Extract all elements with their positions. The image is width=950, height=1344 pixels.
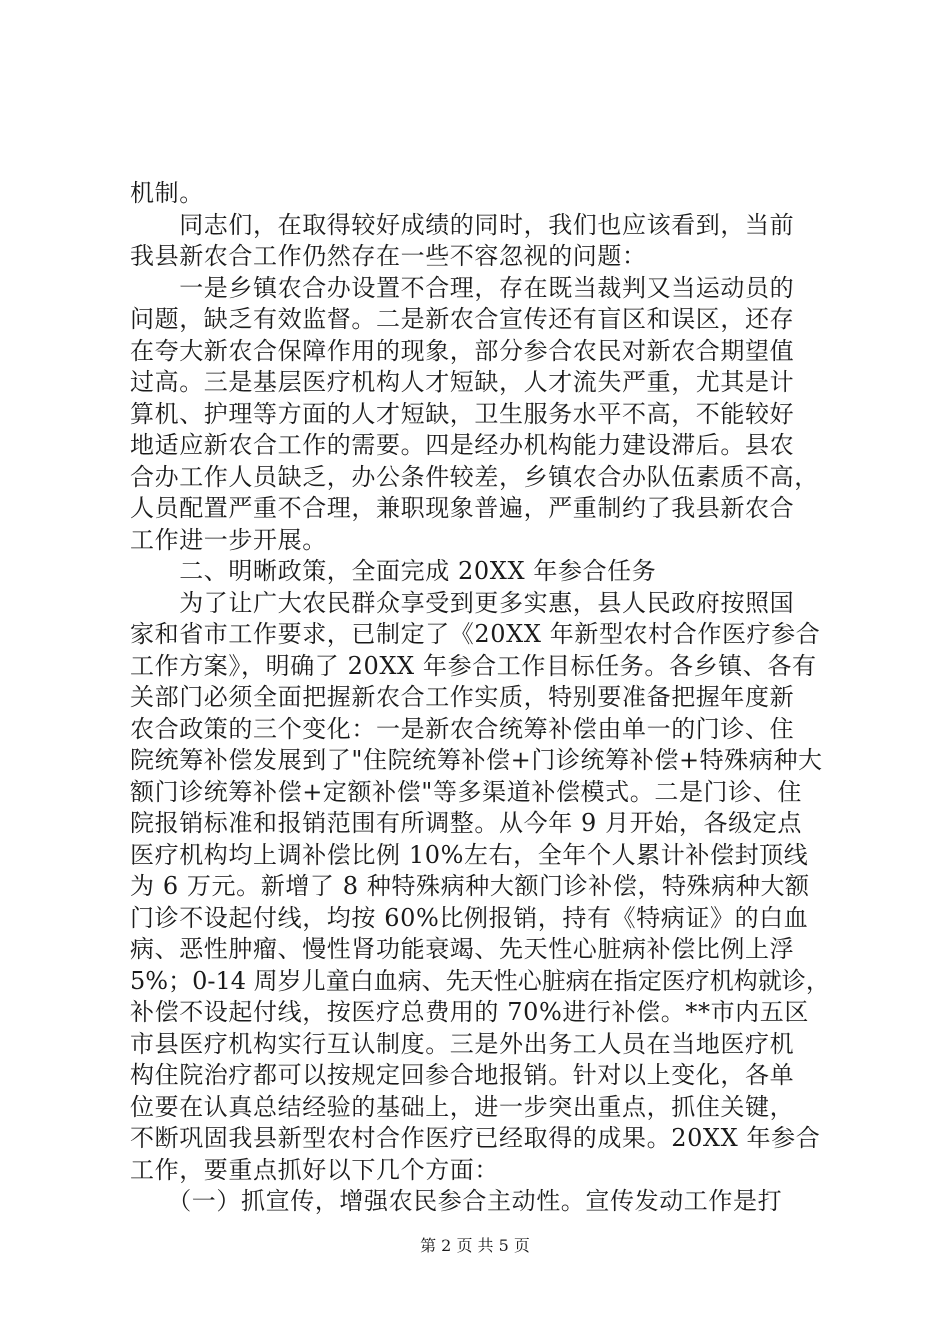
text-line: 人员配置严重不合理，兼职现象普遍，严重制约了我县新农合 [130, 494, 795, 522]
text-line: 构住院治疗都可以按规定回参合地报销。针对以上变化，各单 [130, 1061, 795, 1089]
text-line: 为 6 万元。新增了 8 种特殊病种大额门诊补偿，特殊病种大额 [130, 872, 810, 900]
text-line: 同志们，在取得较好成绩的同时，我们也应该看到，当前 [130, 211, 795, 239]
text-line: 门诊不设起付线，均按 60%比例报销，持有《特病证》的白血 [130, 904, 809, 932]
text-line: 不断巩固我县新型农村合作医疗已经取得的成果。20XX 年参合 [130, 1124, 821, 1152]
text-line: 工作，要重点抓好以下几个方面： [130, 1156, 499, 1184]
text-line: 过高。三是基层医疗机构人才短缺，人才流失严重，尤其是计 [130, 368, 795, 396]
text-line: 补偿不设起付线，按医疗总费用的 70%进行补偿。**市内五区 [130, 998, 809, 1026]
text-line: 问题，缺乏有效监督。二是新农合宣传还有盲区和误区，还存 [130, 305, 795, 333]
text-line: 关部门必须全面把握新农合工作实质，特别要准备把握年度新 [130, 683, 795, 711]
text-line: 算机、护理等方面的人才短缺，卫生服务水平不高，不能较好 [130, 400, 795, 428]
text-line: 合办工作人员缺乏，办公条件较差，乡镇农合办队伍素质不高， [130, 463, 819, 491]
text-line: 市县医疗机构实行互认制度。三是外出务工人员在当地医疗机 [130, 1030, 795, 1058]
text-line: 院统筹补偿发展到了"住院统筹补偿+门诊统筹补偿+特殊病种大 [130, 746, 823, 774]
text-line: 5%；0-14 周岁儿童白血病、先天性心脏病在指定医疗机构就诊， [130, 967, 830, 995]
section-heading: 二、明晰政策，全面完成 20XX 年参合任务 [130, 557, 657, 585]
text-line: 家和省市工作要求，已制定了《20XX 年新型农村合作医疗参合 [130, 620, 821, 648]
text-line: 地适应新农合工作的需要。四是经办机构能力建设滞后。县农 [130, 431, 795, 459]
page-number-footer: 第 2 页 共 5 页 [420, 1236, 530, 1255]
text-line: 额门诊统筹补偿+定额补偿"等多渠道补偿模式。二是门诊、住 [130, 778, 802, 806]
text-line: 医疗机构均上调补偿比例 10%左右，全年个人累计补偿封顶线 [130, 841, 809, 869]
text-line: 工作进一步开展。 [130, 526, 327, 554]
text-line: 位要在认真总结经验的基础上，进一步突出重点，抓住关键， [130, 1093, 795, 1121]
text-line: 一是乡镇农合办设置不合理，存在既当裁判又当运动员的 [130, 274, 795, 302]
subsection-heading: （一）抓宣传，增强农民参合主动性。宣传发动工作是打 [130, 1187, 783, 1215]
text-line: 院报销标准和报销范围有所调整。从今年 9 月开始，各级定点 [130, 809, 802, 837]
text-line: 病、恶性肿瘤、慢性肾功能衰竭、先天性心脏病补偿比例上浮 [130, 935, 795, 963]
text-line: 在夸大新农合保障作用的现象，部分参合农民对新农合期望值 [130, 337, 795, 365]
text-line: 工作方案》，明确了 20XX 年参合工作目标任务。各乡镇、各有 [130, 652, 817, 680]
text-line: 为了让广大农民群众享受到更多实惠，县人民政府按照国 [130, 589, 795, 617]
text-line: 农合政策的三个变化：一是新农合统筹补偿由单一的门诊、住 [130, 715, 795, 743]
text-line: 机制。 [130, 179, 204, 207]
text-line: 我县新农合工作仍然存在一些不容忽视的问题： [130, 242, 647, 270]
